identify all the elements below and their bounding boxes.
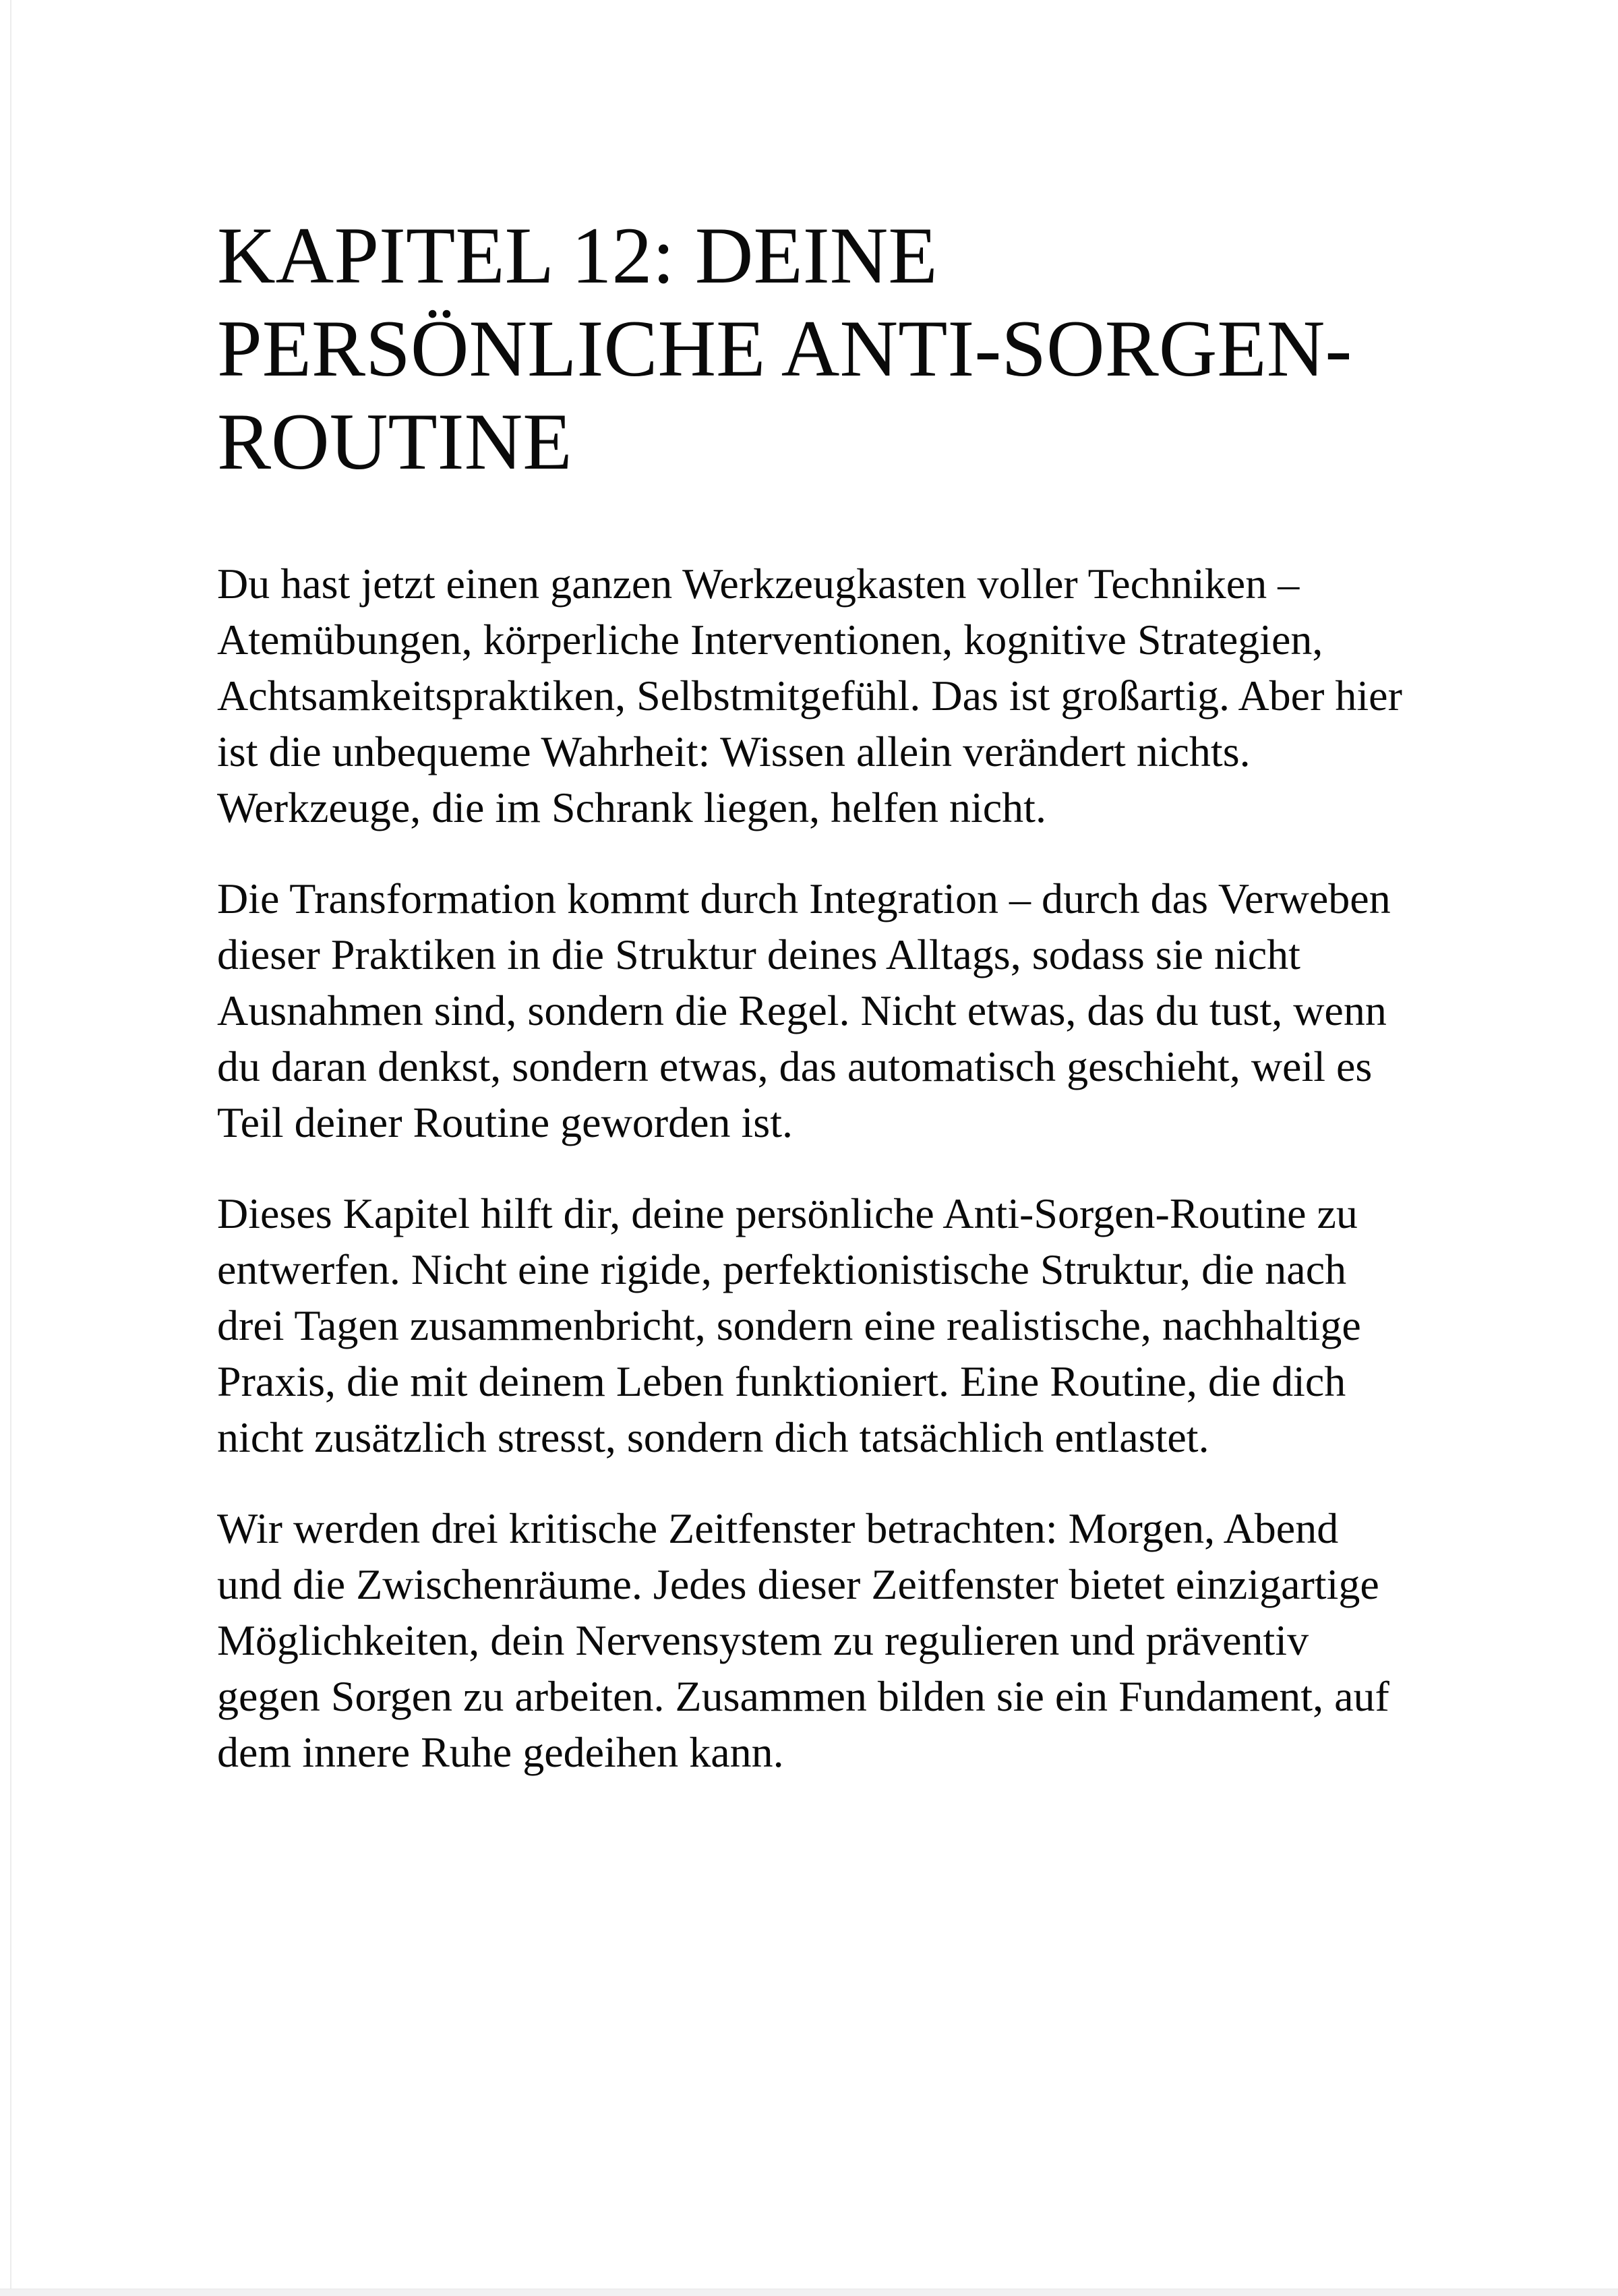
page-bottom-edge <box>0 2289 1618 2296</box>
paragraph-1: Du hast jetzt einen ganzen Werkzeugkasten voller Techniken – Atemübungen, körperliche Interventionen, kognitive Strategien, Achtsamkeitspraktiken, Selbstmitgefühl. Das ist großartig. Aber hier ist die unbequeme Wahrheit: Wissen allein verändert nichts. Werkzeuge, die im Schrank liegen, helfen nicht. <box>217 560 1402 831</box>
paragraph-2: Die Transformation kommt durch Integration – durch das Verweben dieser Praktiken in die Struktur deines Alltags, sodass sie nicht Ausnahmen sind, sondern die Regel. Nicht etwas, das du tust, wenn du daran denkst, sondern etwas, das automatisch geschieht, weil es Teil deiner Routine geworden ist. <box>217 875 1391 1146</box>
chapter-heading: KAPITEL 12: DEINE PERSÖNLICHE ANTI-SORGEN-ROUTINE <box>217 210 1352 486</box>
paragraph-4: Wir werden drei kritische Zeitfenster betrachten: Morgen, Abend und die Zwischenräume. Jedes dieser Zeitfenster bietet einzigartige Möglichkeiten, dein Nervensystem zu regulieren und präventiv gegen Sorgen zu arbeiten. Zusammen bilden sie ein Fundament, auf dem innere Ruhe gedeihen kann. <box>217 1504 1389 1776</box>
chapter-content <box>217 209 1410 1780</box>
paragraph-3: Dieses Kapitel hilft dir, deine persönliche Anti-Sorgen-Routine zu entwerfen. Nicht eine rigide, perfektionistische Struktur, die nach drei Tagen zusammenbricht, sondern eine realistische, nachhaltige Praxis, die mit deinem Leben funktioniert. Eine Routine, die dich nicht zusätzlich stresst, sondern dich tatsächlich entlastet. <box>217 1189 1361 1461</box>
page-left-edge-line <box>10 0 11 2296</box>
